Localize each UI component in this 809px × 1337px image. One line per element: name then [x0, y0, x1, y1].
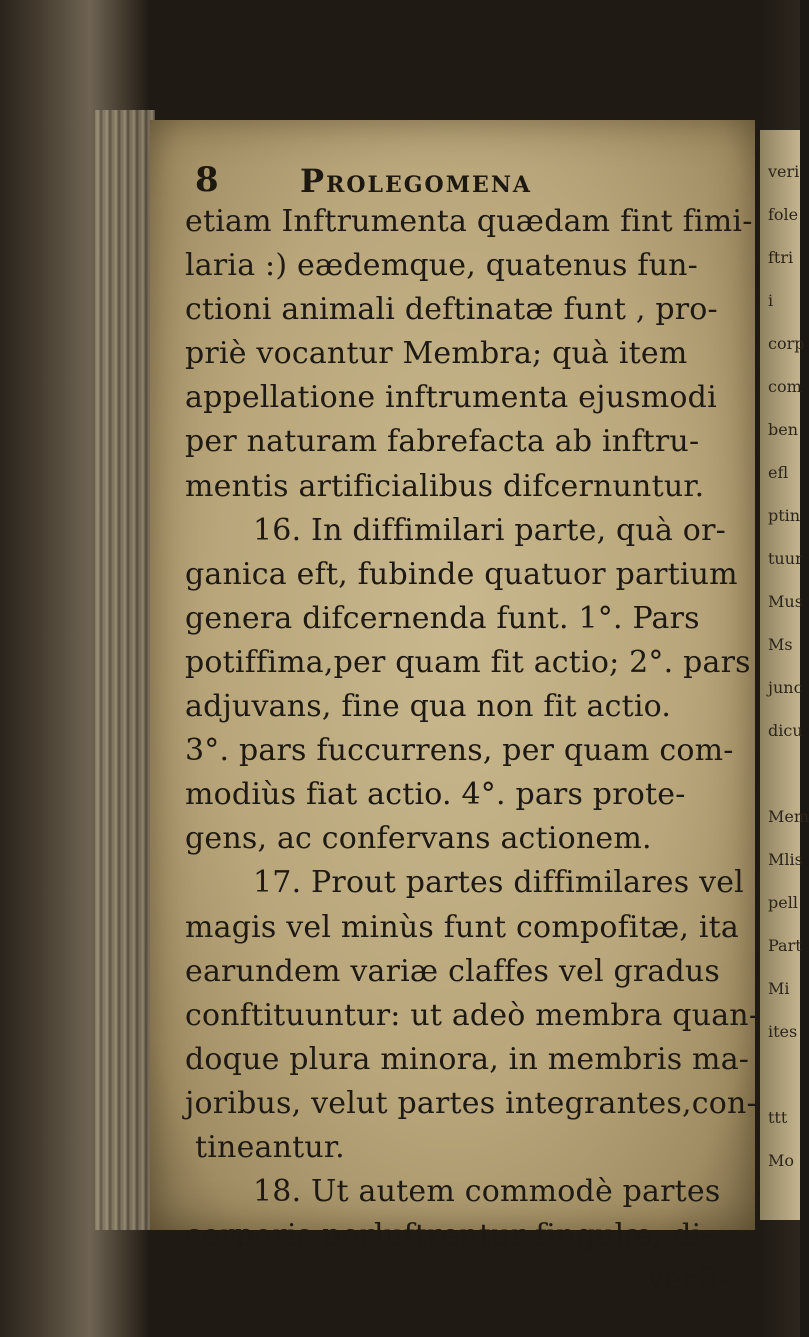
facing-page-fragment: Ms: [768, 635, 793, 654]
text-line: ctioni animali deftinatæ funt , pro-: [185, 292, 718, 328]
facing-page-fragment: ben: [768, 420, 799, 439]
facing-page-fragment: ptin: [768, 506, 801, 525]
facing-page-fragment: ftri: [768, 248, 794, 267]
text-line: priè vocantur Membra; quà item: [185, 336, 688, 372]
page-edges-left: [95, 110, 155, 1230]
paragraph-18-start: 18. Ut autem commodè partes: [253, 1174, 721, 1210]
text-line: modiùs fiat actio. 4°. pars prote-: [185, 777, 686, 813]
text-line: mentis artificialibus difcernuntur.: [185, 468, 705, 504]
facing-page-fragment: [768, 752, 800, 795]
facing-page-fragment: veri: [768, 162, 800, 181]
text-line: magis vel minùs funt compofitæ, ita: [185, 909, 739, 945]
page-number: 8: [195, 160, 219, 200]
text-line: adjuvans, fine qua non fit actio.: [185, 689, 672, 725]
paragraph-17-start: 17. Prout partes diffimilares vel: [253, 865, 744, 901]
text-line: conftituuntur: ut adeò membra quan-: [185, 997, 760, 1033]
facing-page-fragment: efl: [768, 463, 789, 482]
running-head: Prolegomena: [300, 162, 532, 200]
text-line: ganica eft, fubinde quatuor partium: [185, 556, 738, 592]
text-line: appellatione inftrumenta ejusmodi: [185, 380, 717, 416]
facing-page-fragment: tuur: [768, 549, 803, 568]
text-line: etiam Inftrumenta quædam fint fimi-: [185, 204, 753, 239]
text-line: corporis perluftrentur fingulæ, di-: [185, 1218, 712, 1254]
facing-page-fragment: Mlis: [768, 850, 803, 869]
facing-page-fragment: Mo: [768, 1151, 795, 1170]
facing-page-fragment: fole: [768, 205, 799, 224]
facing-page-fragment: com: [768, 377, 802, 396]
facing-page-text: [768, 150, 809, 1182]
facing-page-fragment: Mem: [768, 807, 809, 826]
page-header: [195, 160, 735, 200]
text-line: per naturam fabrefacta ab inftru-: [185, 424, 700, 460]
text-line: gens, ac confervans actionem.: [185, 821, 652, 857]
catchword: verfi-: [646, 1262, 728, 1298]
facing-page-fragment: junc: [768, 678, 803, 697]
text-line: tineantur.: [195, 1129, 345, 1165]
facing-page-fragment: Mus: [768, 592, 803, 611]
facing-page-fragment: corp: [768, 334, 805, 353]
facing-page-fragment: Mi: [768, 979, 790, 998]
facing-page-fragment: [768, 1053, 800, 1096]
text-line: joribus, velut partes integrantes,con-: [185, 1085, 757, 1121]
facing-page-fragment: ites: [768, 1022, 798, 1041]
text-line: potiffima,per quam fit actio; 2°. pars: [185, 644, 751, 680]
facing-page-fragment: ttt: [768, 1108, 788, 1127]
facing-page-fragment: dicu: [768, 721, 803, 740]
facing-page-fragment: i: [768, 291, 774, 310]
text-line: doque plura minora, in membris ma-: [185, 1041, 750, 1077]
facing-page-fragment: Part: [768, 936, 802, 955]
facing-page-fragment: pell: [768, 893, 798, 912]
text-line: laria :) eædemque, quatenus fun-: [185, 248, 698, 284]
paragraph-16-start: 16. In diffimilari parte, quà or-: [253, 512, 726, 548]
text-line: earundem variæ claffes vel gradus: [185, 953, 721, 989]
text-line: genera difcernenda funt. 1°. Pars: [185, 600, 700, 636]
text-line: 3°. pars fuccurrens, per quam com-: [185, 733, 734, 769]
body-text: [185, 200, 760, 1302]
